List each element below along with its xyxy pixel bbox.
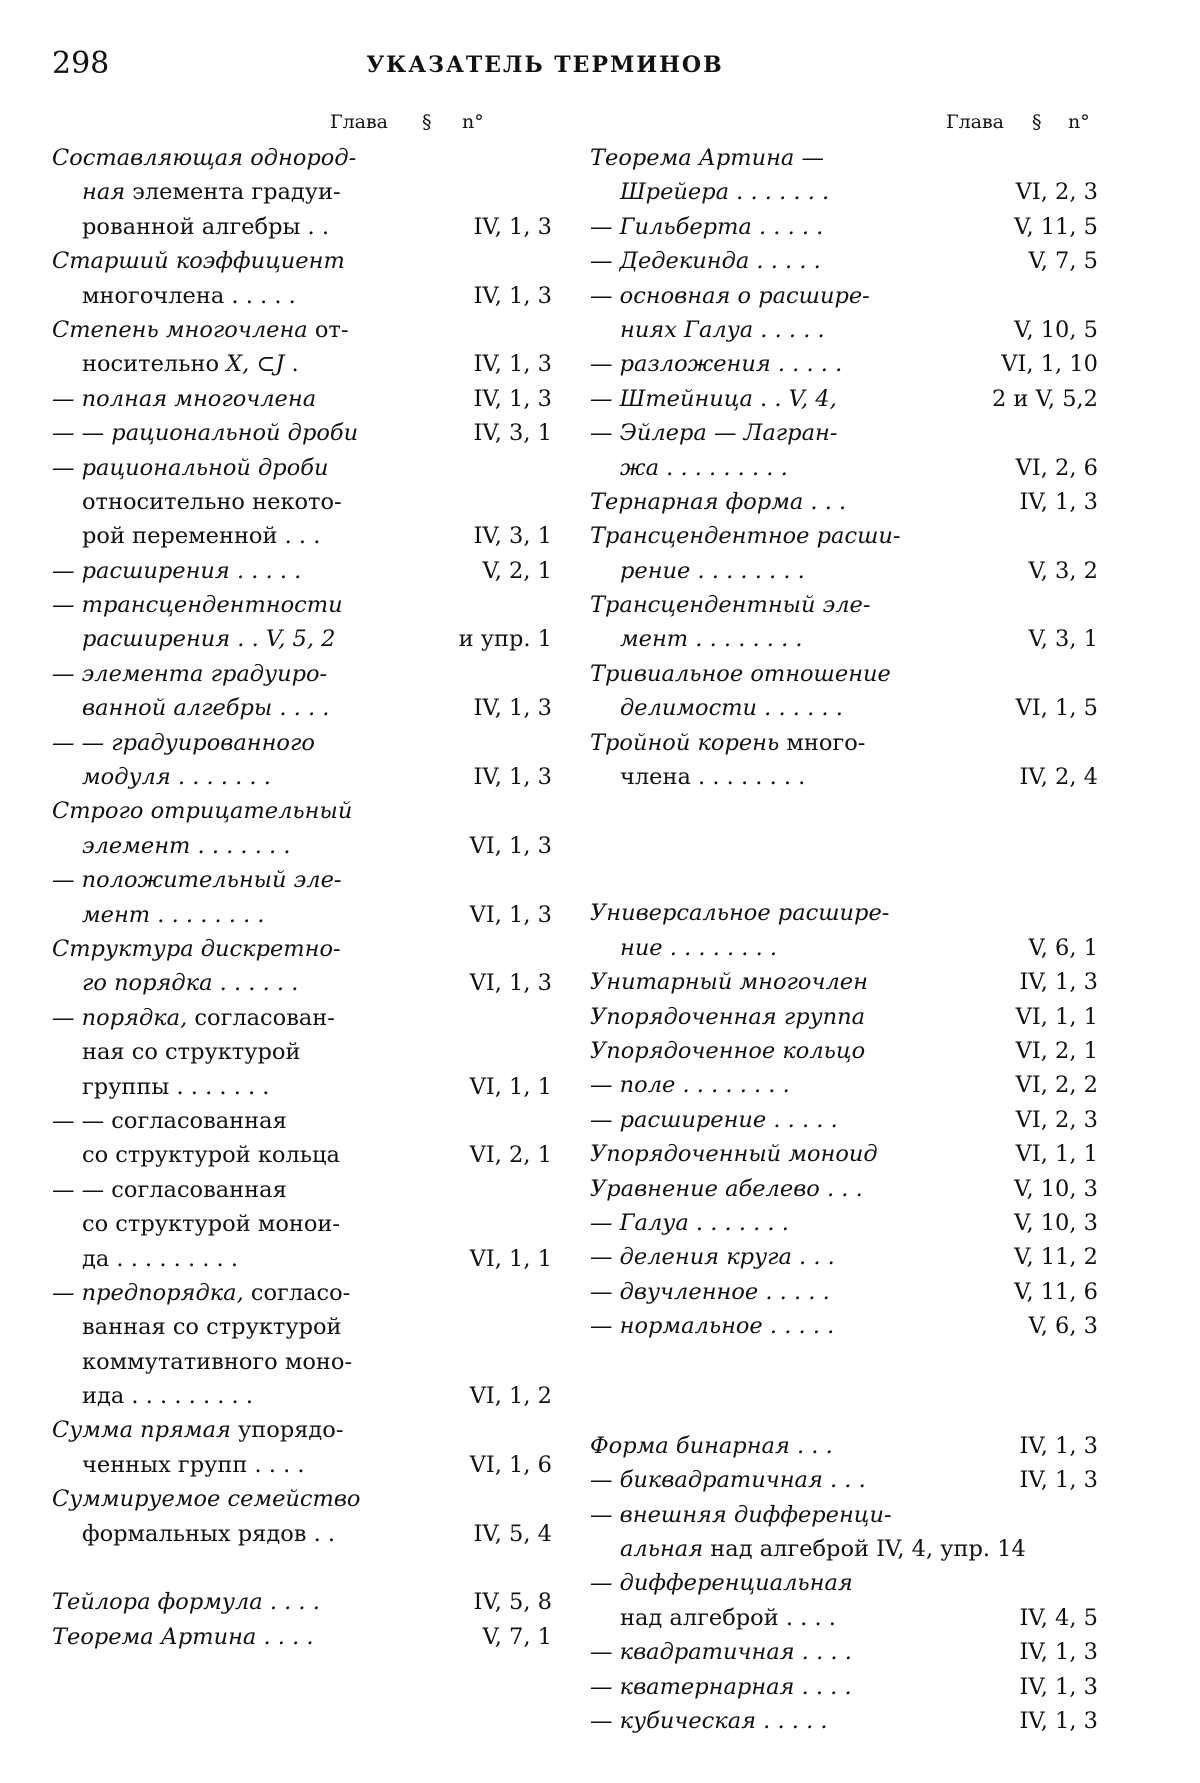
entry-continuation-line — [52, 1035, 552, 1069]
page-reference: IV, 1, 3 — [1016, 1704, 1098, 1738]
entry-continuation-line — [52, 966, 552, 1000]
index-entry — [52, 382, 552, 416]
index-entry — [590, 416, 1098, 485]
index-entry — [52, 554, 552, 588]
page-reference: V, 7, 1 — [478, 1620, 552, 1654]
index-entry — [590, 210, 1098, 244]
page-reference: IV, 4, 5 — [1016, 1601, 1098, 1635]
term-italic-text: — квадратичная . . . . — [590, 1639, 852, 1666]
page-reference: VI, 1, 3 — [466, 829, 552, 863]
term-italic-text: Тейлора формула . . . . — [52, 1589, 320, 1616]
term-italic-text: ная — [82, 179, 126, 206]
index-entry — [590, 588, 1098, 657]
term-italic-text: — расширение . . . . . — [590, 1106, 838, 1133]
entry-term-line — [52, 1173, 552, 1207]
term-italic-text: ванной алгебры . . . . — [82, 695, 330, 722]
index-entry — [52, 1173, 552, 1276]
page-reference: IV, 1, 3 — [1016, 1429, 1098, 1463]
term-text: рой переменной . . . — [82, 523, 321, 550]
term-text: носительно — [82, 351, 227, 378]
page-reference: IV, 1, 3 — [470, 347, 552, 381]
term-italic-text: Шрейера . . . . . . . — [620, 179, 830, 206]
term-italic-text: — расширения . . . . . — [52, 557, 302, 584]
page-reference: VI, 1, 1 — [466, 1242, 552, 1276]
entry-term-line — [590, 1429, 1098, 1463]
page-reference: VI, 1, 10 — [997, 347, 1098, 381]
index-entry — [52, 1482, 552, 1551]
term-italic-text: Строго отрицательный — [52, 798, 353, 825]
entry-term-line — [590, 210, 1098, 244]
index-column-left — [52, 107, 552, 1654]
term-text: ванная со структурой — [82, 1314, 342, 1341]
term-italic-text: — — градуированного — [52, 729, 315, 756]
index-entry — [590, 141, 1098, 210]
term-text: ченных групп . . . . — [82, 1451, 305, 1478]
term-text: ная со структурой — [82, 1039, 301, 1066]
index-entry — [590, 382, 1098, 416]
page-reference: и упр. 1 — [455, 622, 552, 656]
term-italic-text: Трансцендентный эле- — [590, 592, 871, 619]
entry-continuation-line — [52, 829, 552, 863]
term-italic-text: — Гильберта . . . . . — [590, 213, 824, 240]
page-reference: IV, 5, 4 — [470, 1517, 552, 1551]
page-reference: VI, 2, 2 — [1012, 1068, 1098, 1102]
entry-term-line — [590, 1000, 1098, 1034]
term-italic-text: Упорядоченный моноид — [590, 1141, 878, 1168]
term-text: многочлена . . . . . — [82, 282, 296, 309]
entry-continuation-line — [590, 313, 1098, 347]
entry-term-line — [590, 965, 1098, 999]
page-reference: V, 10, 5 — [1010, 313, 1098, 347]
index-entry — [590, 244, 1098, 278]
term-italic-text: жа . . . . . . . . . — [620, 454, 788, 481]
page-number: 298 — [52, 46, 110, 81]
entry-continuation-line — [52, 1379, 552, 1413]
term-text: упорядо- — [230, 1417, 344, 1444]
term-italic-text: Упорядоченное кольцо — [590, 1037, 866, 1064]
term-text: над алгеброй IV, 4, упр. 14 — [703, 1536, 1026, 1563]
term-italic-text: Составляющая однород- — [52, 145, 357, 171]
index-entry — [590, 1240, 1098, 1274]
index-entry — [590, 1463, 1098, 1497]
entry-term-line — [590, 1670, 1098, 1704]
term-text: да . . . . . . . . . — [82, 1245, 239, 1272]
entry-term-line — [590, 347, 1098, 381]
term-text: над алгеброй . . . . — [620, 1604, 836, 1631]
term-italic-text: — элемента градуиро- — [52, 660, 328, 687]
page-reference: IV, 3, 1 — [470, 519, 552, 553]
entry-term-line — [52, 451, 552, 485]
term-text: члена . . . . . . . . — [620, 764, 806, 791]
index-entry — [590, 1034, 1098, 1068]
term-italic-text: — нормальное . . . . . — [590, 1313, 835, 1340]
column-header-no: n° — [462, 111, 484, 133]
entry-continuation-line — [52, 622, 552, 656]
term-italic-text: модуля . . . . . . . — [82, 764, 271, 791]
entry-continuation-line — [52, 898, 552, 932]
term-italic-text: го порядка . . . . . . — [82, 970, 299, 997]
entry-continuation-line — [590, 691, 1098, 725]
term-italic-text: — внешняя дифференци- — [590, 1501, 892, 1528]
entry-continuation-line — [52, 279, 552, 313]
page-reference: IV, 1, 3 — [1016, 1670, 1098, 1704]
column-header — [590, 107, 1098, 141]
column-header-no: n° — [1068, 111, 1090, 133]
term-italic-text: Тройной корень — [590, 729, 780, 756]
entry-term-line — [590, 1309, 1098, 1343]
entry-term-line — [52, 554, 552, 588]
index-entry — [52, 1276, 552, 1414]
page-reference: VI, 1, 1 — [466, 1070, 552, 1104]
index-entry — [590, 1206, 1098, 1240]
term-text: формальных рядов . . — [82, 1520, 336, 1547]
index-entry — [590, 657, 1098, 726]
entry-term-line — [590, 519, 1098, 553]
entry-continuation-line — [52, 175, 552, 209]
index-entry — [52, 1413, 552, 1482]
index-entry — [590, 1498, 1098, 1567]
entry-term-line — [52, 1001, 552, 1035]
entry-term-line — [52, 382, 552, 416]
page-reference: V, 11, 6 — [1010, 1275, 1098, 1309]
entry-term-line — [52, 657, 552, 691]
page-reference: V, 10, 3 — [1010, 1172, 1098, 1206]
index-column-right — [590, 107, 1098, 1738]
term-italic-text: X, ⊂J — [226, 351, 285, 378]
term-italic-text: Суммируемое семейство — [52, 1486, 361, 1513]
index-entry — [52, 794, 552, 863]
entry-term-line — [590, 141, 1098, 175]
page-reference: IV, 1, 3 — [1016, 1463, 1098, 1497]
term-text: со структурой кольца — [82, 1142, 340, 1169]
entry-term-line — [52, 726, 552, 760]
entry-term-line — [52, 932, 552, 966]
page-reference: V, 6, 1 — [1024, 931, 1098, 965]
entry-term-line — [52, 588, 552, 622]
page-reference: IV, 1, 3 — [470, 691, 552, 725]
index-entry — [52, 416, 552, 450]
term-italic-text: — положительный эле- — [52, 867, 342, 894]
page-reference: V, 7, 5 — [1024, 244, 1098, 278]
column-header-glava: Глава — [330, 111, 389, 133]
page-reference: V, 3, 1 — [1024, 622, 1098, 656]
column-header-section: § — [1032, 111, 1042, 133]
term-text: много- — [779, 729, 866, 756]
term-italic-text: ниях Галуа . . . . . — [620, 316, 825, 343]
entry-term-line — [590, 485, 1098, 519]
entry-continuation-line — [590, 760, 1098, 794]
entry-continuation-line — [52, 1138, 552, 1172]
term-text: относительно некото- — [82, 488, 342, 515]
entry-continuation-line — [52, 760, 552, 794]
section-gap — [590, 845, 1098, 896]
term-text: ида . . . . . . . . . — [82, 1383, 254, 1410]
term-italic-text: Тернарная форма . . . — [590, 488, 847, 515]
entry-term-line — [52, 313, 552, 347]
term-italic-text: Теорема Артина — — [590, 145, 824, 171]
index-entry — [590, 1635, 1098, 1669]
term-text: коммутативного моно- — [82, 1348, 353, 1375]
entry-term-line — [590, 1275, 1098, 1309]
index-entry — [52, 657, 552, 726]
entry-term-line — [52, 863, 552, 897]
index-entry — [590, 1000, 1098, 1034]
term-text: рованной алгебры . . — [82, 213, 329, 240]
entry-term-line — [590, 244, 1098, 278]
index-entry — [590, 1566, 1098, 1635]
term-italic-text: альная — [620, 1536, 704, 1563]
column-header-glava: Глава — [946, 111, 1005, 133]
entry-continuation-line — [590, 175, 1098, 209]
index-entry — [52, 932, 552, 1001]
term-italic-text: Сумма прямая — [52, 1417, 231, 1444]
page-reference: V, 10, 3 — [1010, 1206, 1098, 1240]
index-entry — [52, 244, 552, 313]
section-gap — [590, 794, 1098, 845]
page-reference: V, 11, 5 — [1010, 210, 1098, 244]
entry-term-line — [590, 1566, 1098, 1600]
entry-continuation-line — [590, 931, 1098, 965]
entry-term-line — [52, 1620, 552, 1654]
entry-term-line — [590, 657, 1098, 691]
term-italic-text: мент . . . . . . . . — [620, 626, 803, 653]
term-text: группы . . . . . . . — [82, 1073, 270, 1100]
entry-term-line — [52, 794, 552, 828]
page-reference: VI, 1, 2 — [466, 1379, 552, 1413]
entry-term-line — [590, 1034, 1098, 1068]
entry-term-line — [590, 588, 1098, 622]
page-reference: VI, 1, 5 — [1012, 691, 1098, 725]
entry-term-line — [52, 1482, 552, 1516]
term-italic-text: мент . . . . . . . . — [82, 901, 265, 928]
index-entry — [590, 1068, 1098, 1102]
page-reference: VI, 1, 1 — [1012, 1000, 1098, 1034]
entry-term-line — [590, 1635, 1098, 1669]
page-reference: IV, 1, 3 — [1016, 485, 1098, 519]
page-reference: VI, 2, 1 — [466, 1138, 552, 1172]
term-text: со структурой монои- — [82, 1211, 341, 1238]
page-reference: IV, 1, 3 — [470, 210, 552, 244]
term-italic-text: — рациональной дроби — [52, 454, 329, 481]
entry-continuation-line — [52, 1242, 552, 1276]
page-reference: VI, 2, 3 — [1012, 175, 1098, 209]
entry-term-line — [590, 1206, 1098, 1240]
term-italic-text: Структура дискретно- — [52, 935, 341, 962]
term-italic-text: Уравнение абелево . . . — [590, 1175, 863, 1202]
term-italic-text: — дифференциальная — [590, 1570, 853, 1597]
entry-continuation-line — [52, 1345, 552, 1379]
column-header-section: § — [422, 111, 432, 133]
entry-continuation-line — [52, 691, 552, 725]
term-italic-text: — основная о расшире- — [590, 282, 870, 309]
index-entry — [52, 1001, 552, 1104]
entry-continuation-line — [52, 347, 552, 381]
index-entry — [590, 1670, 1098, 1704]
page-reference: IV, 1, 3 — [470, 382, 552, 416]
term-italic-text: — Штейница . . V, 4, — [590, 385, 837, 412]
term-italic-text: рение . . . . . . . . — [620, 557, 805, 584]
term-italic-text: ние . . . . . . . . — [620, 934, 778, 961]
index-entry — [590, 1309, 1098, 1343]
page-reference: VI, 1, 6 — [466, 1448, 552, 1482]
index-entry — [590, 1429, 1098, 1463]
term-italic-text: — поле . . . . . . . . — [590, 1072, 790, 1099]
page-reference: VI, 1, 3 — [466, 966, 552, 1000]
entry-term-line — [590, 1172, 1098, 1206]
index-entry — [590, 1137, 1098, 1171]
entry-term-line — [52, 1585, 552, 1619]
entry-term-line — [590, 1704, 1098, 1738]
index-entry — [590, 347, 1098, 381]
section-gap — [52, 1551, 552, 1585]
index-entry — [52, 726, 552, 795]
entry-term-line — [52, 141, 552, 175]
entry-continuation-line — [590, 1532, 1098, 1566]
running-head: УКАЗАТЕЛЬ ТЕРМИНОВ — [366, 52, 724, 78]
page-reference: IV, 2, 4 — [1016, 760, 1098, 794]
term-italic-text: делимости . . . . . . — [620, 695, 843, 722]
entry-term-line — [52, 1276, 552, 1310]
entry-continuation-line — [590, 622, 1098, 656]
entry-term-line — [590, 726, 1098, 760]
entry-continuation-line — [52, 1207, 552, 1241]
page-reference: IV, 1, 3 — [1016, 965, 1098, 999]
entry-continuation-line — [590, 554, 1098, 588]
term-italic-text: — порядка, — [52, 1004, 188, 1031]
column-header — [52, 107, 552, 141]
entry-continuation-line — [590, 1601, 1098, 1635]
term-text: . — [284, 351, 299, 378]
term-italic-text: — кватернарная . . . . — [590, 1673, 852, 1700]
term-text: согласован- — [187, 1004, 335, 1031]
section-gap — [590, 1344, 1098, 1395]
index-entry — [52, 863, 552, 932]
entry-continuation-line — [52, 1070, 552, 1104]
page-reference: IV, 5, 8 — [470, 1585, 552, 1619]
index-entry — [590, 1704, 1098, 1738]
term-italic-text: — Галуа . . . . . . . — [590, 1209, 789, 1236]
page-reference: VI, 2, 1 — [1012, 1034, 1098, 1068]
page-reference: IV, 1, 3 — [1016, 1635, 1098, 1669]
entry-continuation-line — [52, 210, 552, 244]
index-entry — [52, 141, 552, 244]
term-text: от- — [307, 316, 349, 343]
index-entry — [52, 313, 552, 382]
index-entry — [52, 451, 552, 554]
term-italic-text: — трансцендентности — [52, 592, 343, 619]
entry-continuation-line — [52, 1448, 552, 1482]
term-italic-text: элемент . . . . . . . — [82, 832, 291, 859]
entry-term-line — [52, 244, 552, 278]
term-italic-text: Упорядоченная группа — [590, 1003, 866, 1030]
term-text: — — согласованная — [52, 1107, 287, 1134]
entry-term-line — [52, 1104, 552, 1138]
index-entry — [590, 965, 1098, 999]
index-entry — [590, 1172, 1098, 1206]
term-italic-text: — кубическая . . . . . — [590, 1708, 828, 1735]
entry-continuation-line — [590, 451, 1098, 485]
entry-term-line — [590, 896, 1098, 930]
page-reference: VI, 1, 3 — [466, 898, 552, 932]
entry-term-line — [590, 279, 1098, 313]
page-reference: VI, 2, 6 — [1012, 451, 1098, 485]
term-italic-text: Старший коэффициент — [52, 248, 345, 275]
page-reference: IV, 1, 3 — [470, 279, 552, 313]
entry-continuation-line — [52, 1310, 552, 1344]
section-gap — [590, 1395, 1098, 1429]
entry-term-line — [52, 1413, 552, 1447]
index-entry — [590, 519, 1098, 588]
index-entry — [52, 1620, 552, 1654]
index-entry — [52, 1585, 552, 1619]
term-italic-text: Форма бинарная . . . — [590, 1432, 833, 1459]
term-italic-text: Трансцендентное расши- — [590, 523, 901, 550]
term-italic-text: — предпорядка, — [52, 1279, 244, 1306]
term-text: — — согласованная — [52, 1176, 287, 1203]
term-italic-text: Тривиальное отношение — [590, 660, 891, 687]
term-italic-text: расширения . . V, 5, 2 — [82, 626, 336, 653]
entry-continuation-line — [52, 1517, 552, 1551]
page-reference: V, 3, 2 — [1024, 554, 1098, 588]
index-entry — [590, 896, 1098, 965]
term-italic-text: — Дедекинда . . . . . — [590, 248, 821, 275]
entry-term-line — [590, 1240, 1098, 1274]
term-text: согласо- — [243, 1279, 351, 1306]
term-italic-text: Степень многочлена — [52, 316, 308, 343]
entry-continuation-line — [52, 485, 552, 519]
term-text: элемента градуи- — [125, 179, 341, 206]
term-italic-text: Универсальное расшире- — [590, 900, 890, 927]
page-reference: IV, 3, 1 — [470, 416, 552, 450]
term-italic-text: Унитарный многочлен — [590, 969, 868, 996]
term-italic-text: — биквадратичная . . . — [590, 1467, 866, 1494]
term-italic-text: — разложения . . . . . — [590, 351, 843, 378]
index-entry — [590, 1103, 1098, 1137]
page-reference: 2 и V, 5,2 — [988, 382, 1098, 416]
term-italic-text: — полная многочлена — [52, 385, 317, 412]
entry-term-line — [590, 416, 1098, 450]
entry-term-line — [590, 1068, 1098, 1102]
page-reference: V, 11, 2 — [1010, 1240, 1098, 1274]
term-italic-text: — двучленное . . . . . — [590, 1278, 830, 1305]
page-reference: IV, 1, 3 — [470, 760, 552, 794]
index-entry — [52, 588, 552, 657]
term-italic-text: — Эйлера — Лагран- — [590, 420, 838, 447]
term-italic-text: Теорема Артина . . . . — [52, 1623, 314, 1650]
page-reference: VI, 1, 1 — [1012, 1137, 1098, 1171]
page-reference: V, 2, 1 — [478, 554, 552, 588]
index-entry — [590, 279, 1098, 348]
term-italic-text: — — рациональной дроби — [52, 420, 359, 447]
entry-term-line — [590, 1103, 1098, 1137]
term-italic-text: — деления круга . . . — [590, 1244, 835, 1271]
entry-term-line — [590, 1498, 1098, 1532]
entry-term-line — [590, 1137, 1098, 1171]
page-reference: VI, 2, 3 — [1012, 1103, 1098, 1137]
index-entry — [590, 726, 1098, 795]
entry-term-line — [590, 382, 1098, 416]
page-reference: V, 6, 3 — [1024, 1309, 1098, 1343]
entry-continuation-line — [52, 519, 552, 553]
index-entry — [590, 485, 1098, 519]
entry-term-line — [52, 416, 552, 450]
entry-term-line — [590, 1463, 1098, 1497]
index-entry — [52, 1104, 552, 1173]
index-entry — [590, 1275, 1098, 1309]
